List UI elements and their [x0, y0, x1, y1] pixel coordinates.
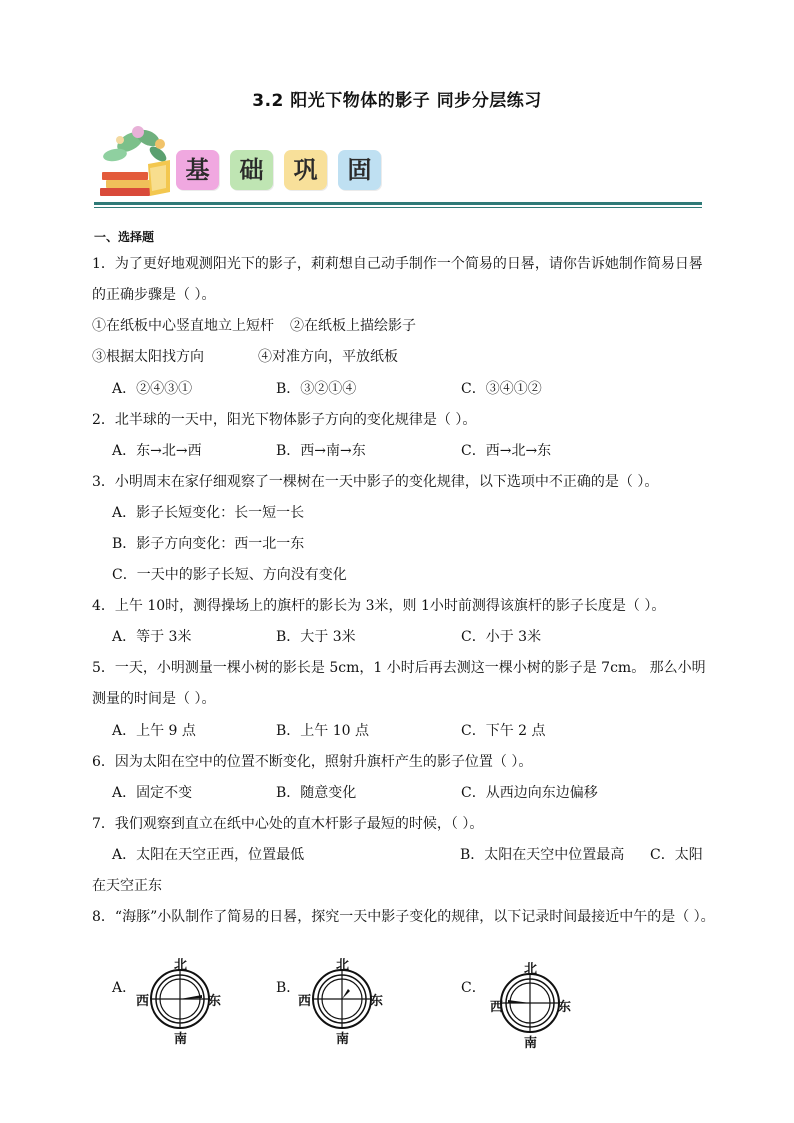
sundial-b-east-label: 东 [370, 994, 384, 1009]
question-1-option-a[interactable]: A．②④③① [112, 381, 193, 397]
sundial-a-north-label: 北 [174, 958, 188, 973]
sundial-a-east-label: 东 [208, 994, 222, 1009]
books-plant-illustration [90, 120, 180, 200]
banner-char-1: 基 [176, 150, 219, 190]
question-8-option-a[interactable]: A． [112, 980, 137, 996]
question-5-line-2: 测量的时间是（ ）。 [92, 691, 216, 707]
question-1-step-2: ②在纸板上描绘影子 [290, 318, 416, 334]
sundial-b-west-label: 西 [298, 994, 312, 1009]
question-4-option-a[interactable]: A．等于 3米 [112, 629, 192, 645]
sundial-b-north-label: 北 [336, 958, 350, 973]
question-2-text: 2．北半球的一天中，阳光下物体影子方向的变化规律是（ ）。 [92, 412, 477, 428]
question-3-option-b[interactable]: B．影子方向变化：西一北一东 [112, 536, 305, 552]
question-4-text: 4．上午 10时，测得操场上的旗杆的影长为 3米，则 1小时前测得该旗杆的影子长度是（ ）。 [92, 598, 666, 614]
banner-char-3: 巩 [284, 150, 327, 190]
sundial-a[interactable] [136, 958, 222, 1047]
question-8-text: 8．“海豚”小队制作了简易的日晷，探究一天中影子变化的规律，以下记录时间最接近中午的是（ ）。 [92, 909, 715, 925]
question-1-line-2: 的正确步骤是（ ）。 [92, 287, 216, 303]
question-6-option-a[interactable]: A．固定不变 [112, 785, 193, 801]
page-title: 3.2 阳光下物体的影子 同步分层练习 [252, 91, 542, 111]
section-title: 一、选择题 [94, 230, 155, 244]
question-5-option-c[interactable]: C．下午 2 点 [461, 723, 546, 739]
question-7-option-c[interactable]: C．太阳 [650, 847, 703, 863]
sundial-a-west-label: 西 [136, 994, 150, 1009]
banner-char-4: 固 [338, 150, 381, 190]
sundial-c[interactable] [490, 962, 572, 1051]
question-7-option-b[interactable]: B．太阳在天空中位置最高 [460, 847, 625, 863]
question-7-option-a[interactable]: A．太阳在天空正西，位置最低 [112, 847, 305, 863]
question-2-option-c[interactable]: C．西→北→东 [461, 443, 552, 459]
question-6-text: 6．因为太阳在空中的位置不断变化，照射升旗杆产生的影子位置（ ）。 [92, 754, 533, 770]
question-1-step-4: ④对准方向，平放纸板 [258, 349, 398, 365]
question-2-option-a[interactable]: A．东→北→西 [112, 443, 202, 459]
question-1-option-c[interactable]: C．③④①② [461, 381, 542, 397]
header-rule-thick [94, 202, 702, 205]
section-banner [90, 120, 702, 212]
question-1-option-b[interactable]: B．③②①④ [276, 381, 357, 397]
question-6-option-c[interactable]: C．从西边向东边偏移 [461, 785, 598, 801]
banner-char-2: 础 [230, 150, 273, 190]
question-1-line-1: 1．为了更好地观测阳光下的影子，莉莉想自己动手制作一个简易的日晷，请你告诉她制作简易日晷 [92, 256, 703, 272]
sundial-c-north-label: 北 [524, 962, 538, 977]
question-2-option-b[interactable]: B．西→南→东 [276, 443, 366, 459]
question-4-option-c[interactable]: C．小于 3米 [461, 629, 542, 645]
question-5-option-a[interactable]: A．上午 9 点 [112, 723, 196, 739]
sundial-c-east-label: 东 [558, 1000, 572, 1015]
sundial-c-west-label: 西 [490, 1000, 504, 1015]
question-8-option-c[interactable]: C． [461, 980, 486, 996]
question-1-step-3: ③根据太阳找方向 [92, 349, 204, 365]
question-3-text: 3．小明周末在家仔细观察了一棵树在一天中影子的变化规律，以下选项中不正确的是（ ）。 [92, 474, 659, 490]
question-7-text: 7．我们观察到直立在纸中心处的直木杆影子最短的时候，（ ）。 [92, 816, 484, 832]
question-4-option-b[interactable]: B．大于 3米 [276, 629, 356, 645]
question-1-step-1: ①在纸板中心竖直地立上短杆 [92, 318, 274, 334]
question-5-line-1: 5．一天，小明测量一棵小树的影长是 5cm，1 小时后再去测这一棵小树的影子是 7cm。 那么小明 [92, 660, 706, 676]
sundial-a-south-label: 南 [174, 1032, 188, 1047]
question-6-option-b[interactable]: B．随意变化 [276, 785, 357, 801]
question-3-option-c[interactable]: C．一天中的影子长短、方向没有变化 [112, 567, 347, 583]
header-rule-thin [94, 207, 702, 208]
question-7-option-c-wrap: 在天空正东 [92, 878, 162, 894]
question-3-option-a[interactable]: A．影子长短变化：长一短一长 [112, 505, 305, 521]
question-5-option-b[interactable]: B．上午 10 点 [276, 723, 370, 739]
question-8-option-b[interactable]: B． [276, 980, 301, 996]
sundial-c-south-label: 南 [524, 1036, 538, 1051]
sundial-b[interactable] [298, 958, 384, 1047]
sundial-b-south-label: 南 [336, 1032, 350, 1047]
